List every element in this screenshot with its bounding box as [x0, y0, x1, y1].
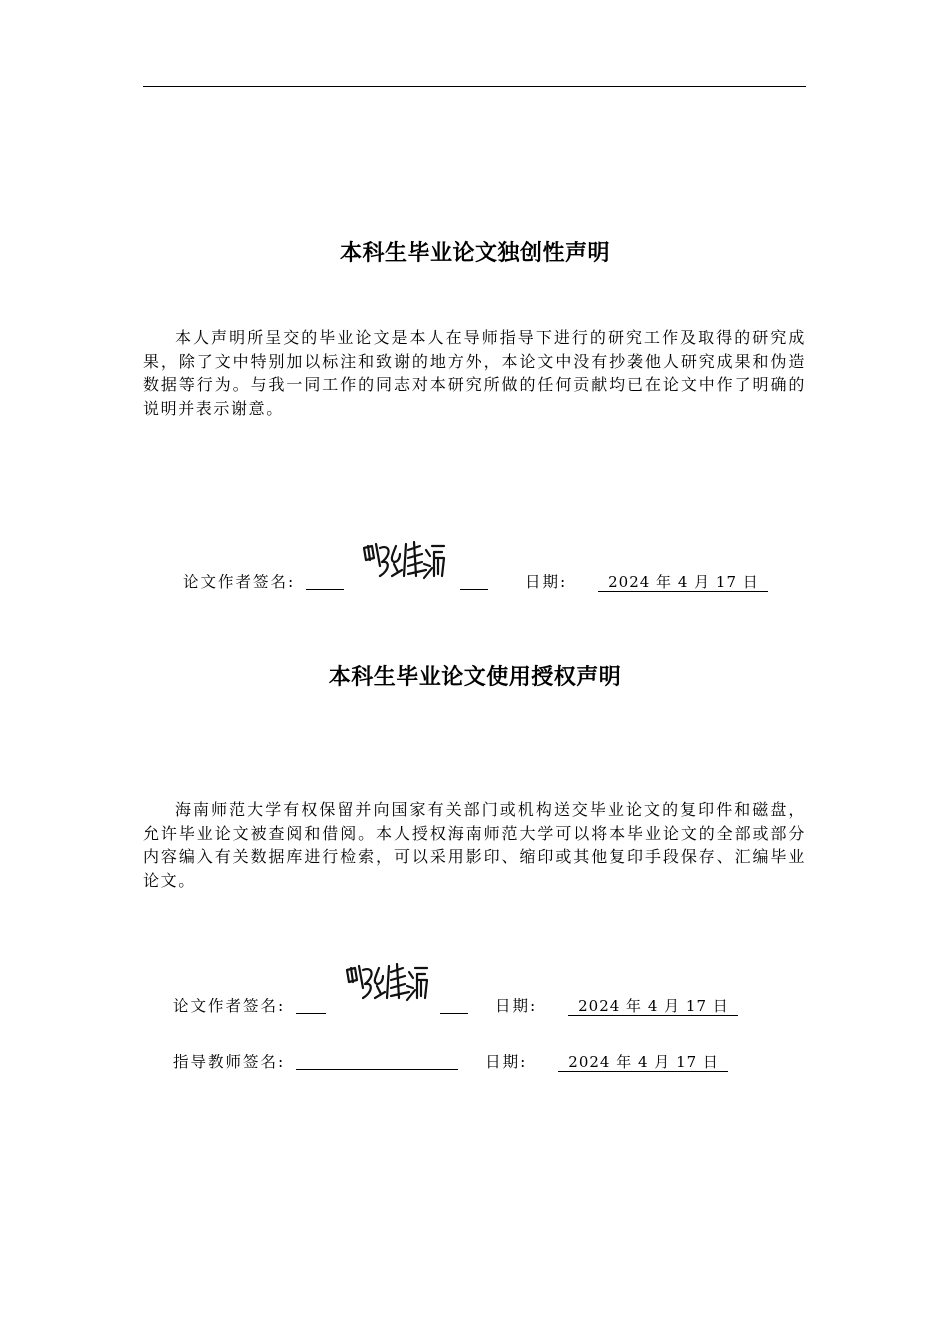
authorization-author-row — [173, 994, 326, 1016]
originality-title: 本科生毕业论文独创性声明 — [339, 241, 610, 266]
authorization-title: 本科生毕业论文使用授权声明 — [328, 665, 622, 690]
originality-body: 本人声明所呈交的毕业论文是本人在导师指导下进行的研究工作及取得的研究成果，除了文中特别加以标注和致谢的地方外，本论文中没有抄袭他人研究成果和伪造数据等行为。与我一同工作的同志对本研究所做的任何贡献均已在论文中作了明确的说明并表示谢意。 — [143, 328, 806, 418]
advisor-signature-label: 指导教师签名: — [173, 1053, 286, 1071]
authorization-author-date-row — [440, 994, 738, 1016]
authorization-body: 海南师范大学有权保留并向国家有关部门或机构送交毕业论文的复印件和磁盘，允许毕业论文被查阅和借阅。本人授权海南师范大学可以将本毕业论文的全部或部分内容编入有关数据库进行检索，可以采用影印、缩印或其他复印手段保存、汇编毕业论文。 — [143, 800, 806, 890]
advisor-signature-line — [296, 1053, 458, 1070]
header-rule — [143, 86, 806, 87]
signature-underline-left — [296, 997, 326, 1014]
date-value: 2024 年 4 月 17 日 — [598, 573, 768, 592]
date-label: 日期: — [485, 1053, 528, 1071]
date-value: 2024 年 4 月 17 日 — [558, 1053, 728, 1072]
advisor-row — [173, 1050, 728, 1072]
date-value: 2024 年 4 月 17 日 — [568, 997, 738, 1016]
author-signature-label: 论文作者签名: — [173, 997, 286, 1015]
signature-underline-right — [460, 573, 488, 590]
date-label: 日期: — [494, 997, 538, 1015]
date-label: 日期: — [524, 573, 568, 591]
author-handwritten-signature — [360, 536, 446, 586]
signature-underline-right — [440, 997, 468, 1014]
author-handwritten-signature — [343, 958, 429, 1008]
originality-date-row — [460, 570, 768, 592]
author-signature-label: 论文作者签名: — [183, 573, 296, 591]
signature-underline-left — [306, 573, 344, 590]
originality-author-row — [183, 570, 344, 592]
